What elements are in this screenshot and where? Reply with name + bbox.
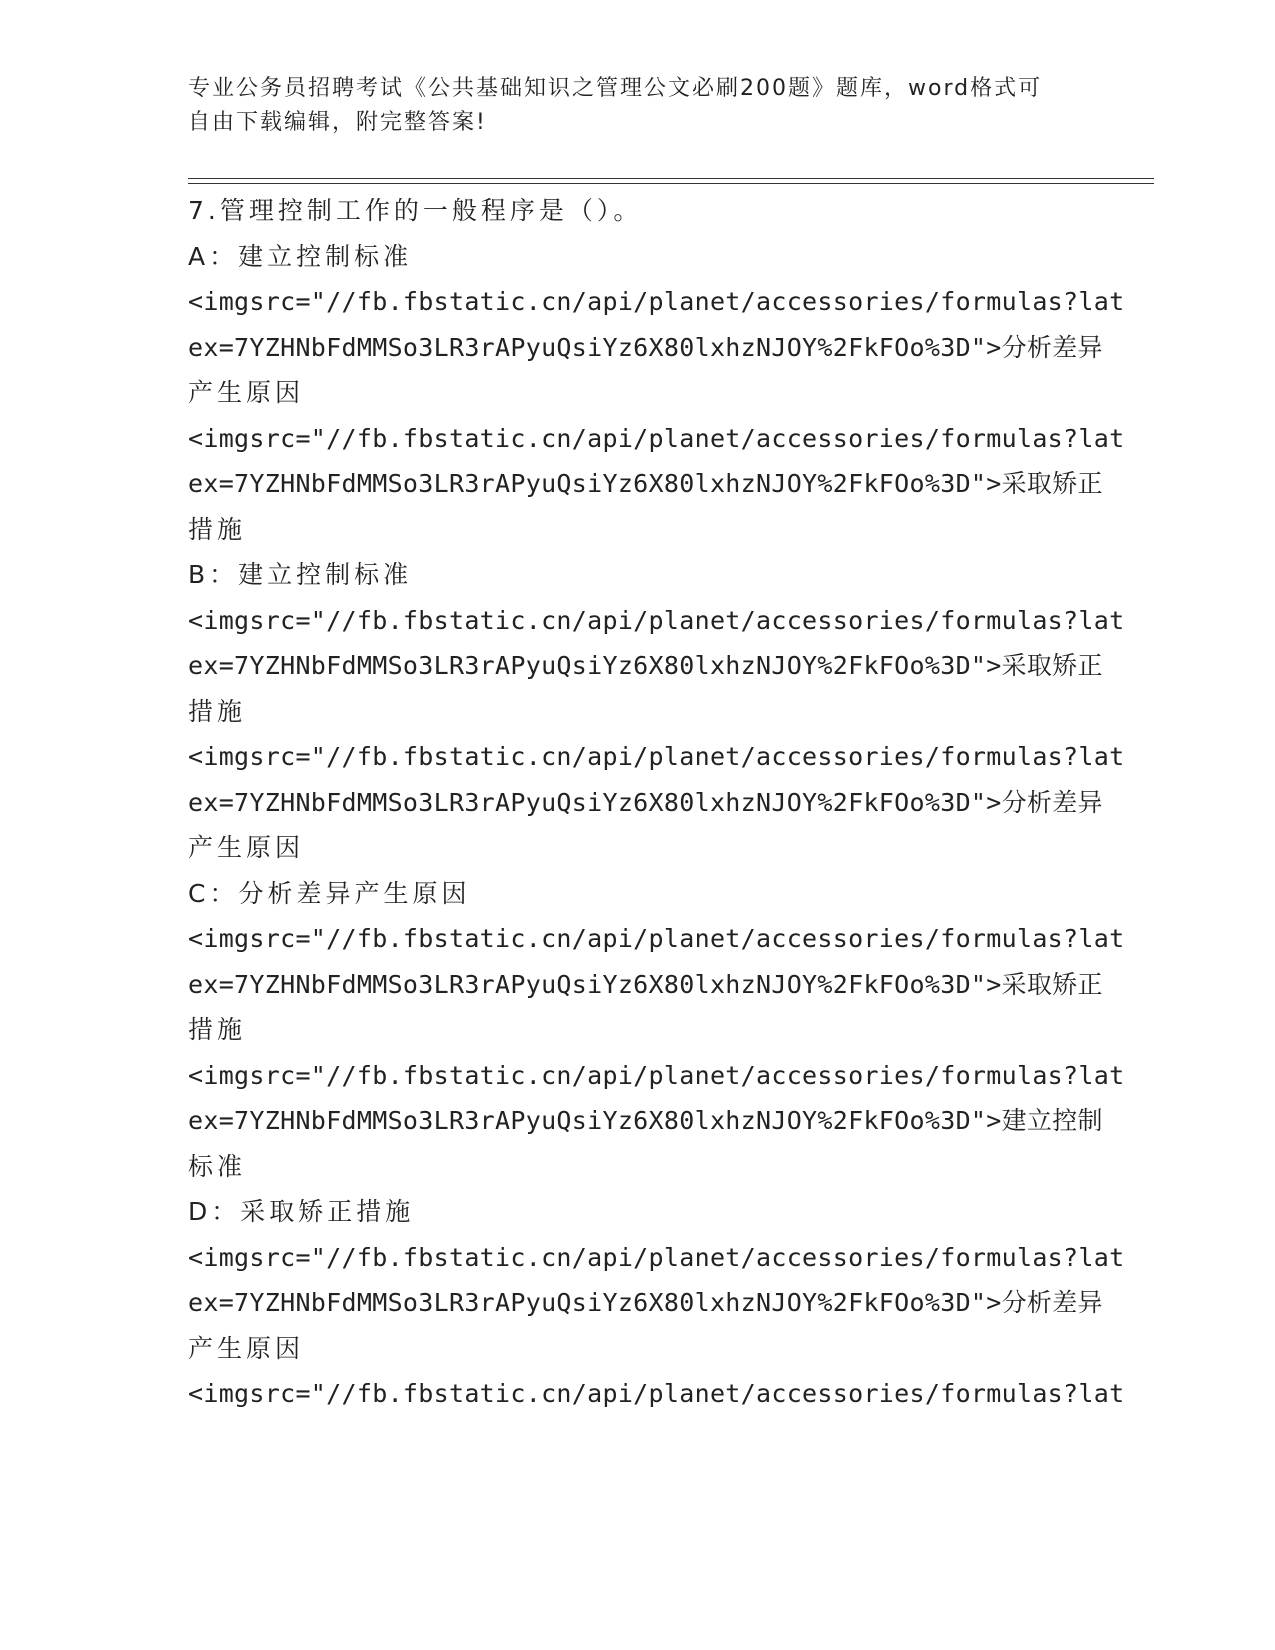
option-d-label: D：采取矫正措施 xyxy=(188,1197,415,1226)
option-line: ex=7YZHNbFdMMSo3LR3rAPyuQsiYz6X80lxhzNJOY%2FkFOo%3D">建立控制 xyxy=(188,1106,1103,1135)
option-line: 产生原因 xyxy=(188,378,305,407)
option-line: <imgsrc="//fb.fbstatic.cn/api/planet/accessories/formulas?lat xyxy=(188,742,1125,771)
header-divider-top xyxy=(188,178,1154,179)
option-line: <imgsrc="//fb.fbstatic.cn/api/planet/accessories/formulas?lat xyxy=(188,1060,1125,1090)
header-line-1: 专业公务员招聘考试《公共基础知识之管理公文必刷200题》题库，word格式可 xyxy=(188,76,1043,101)
option-line: ex=7YZHNbFdMMSo3LR3rAPyuQsiYz6X80lxhzNJOY%2FkFOo%3D">采取矫正 xyxy=(188,651,1103,680)
document-header xyxy=(188,72,1078,140)
option-b-label: B：建立控制标准 xyxy=(188,560,413,589)
option-line: 产生原因 xyxy=(188,1333,305,1363)
option-a-label: A：建立控制标准 xyxy=(188,241,413,271)
header-divider-bottom xyxy=(188,183,1154,184)
option-line: 产生原因 xyxy=(188,833,305,862)
option-line: 措施 xyxy=(188,514,247,544)
option-line: <imgsrc="//fb.fbstatic.cn/api/planet/accessories/formulas?lat xyxy=(188,1379,1125,1408)
option-line: ex=7YZHNbFdMMSo3LR3rAPyuQsiYz6X80lxhzNJOY%2FkFOo%3D">分析差异 xyxy=(188,787,1103,817)
option-line: <imgsrc="//fb.fbstatic.cn/api/planet/accessories/formulas?lat xyxy=(188,605,1125,635)
question-stem: 7.管理控制工作的一般程序是（）。 xyxy=(188,196,643,225)
option-line: <imgsrc="//fb.fbstatic.cn/api/planet/accessories/formulas?lat xyxy=(188,287,1125,316)
option-line: 措施 xyxy=(188,696,247,726)
option-line: ex=7YZHNbFdMMSo3LR3rAPyuQsiYz6X80lxhzNJOY%2FkFOo%3D">采取矫正 xyxy=(188,969,1103,999)
option-line: <imgsrc="//fb.fbstatic.cn/api/planet/accessories/formulas?lat xyxy=(188,423,1125,453)
option-line: <imgsrc="//fb.fbstatic.cn/api/planet/accessories/formulas?lat xyxy=(188,924,1125,953)
question-body xyxy=(188,188,1125,1417)
option-line: ex=7YZHNbFdMMSo3LR3rAPyuQsiYz6X80lxhzNJOY%2FkFOo%3D">分析差异 xyxy=(188,332,1103,362)
option-line: ex=7YZHNbFdMMSo3LR3rAPyuQsiYz6X80lxhzNJOY%2FkFOo%3D">采取矫正 xyxy=(188,469,1103,498)
option-line: 措施 xyxy=(188,1015,247,1044)
option-line: 标准 xyxy=(188,1151,247,1181)
header-line-2: 自由下载编辑，附完整答案! xyxy=(188,110,487,135)
option-line: ex=7YZHNbFdMMSo3LR3rAPyuQsiYz6X80lxhzNJOY%2FkFOo%3D">分析差异 xyxy=(188,1288,1103,1317)
option-c-label: C：分析差异产生原因 xyxy=(188,878,471,908)
option-line: <imgsrc="//fb.fbstatic.cn/api/planet/accessories/formulas?lat xyxy=(188,1242,1125,1272)
